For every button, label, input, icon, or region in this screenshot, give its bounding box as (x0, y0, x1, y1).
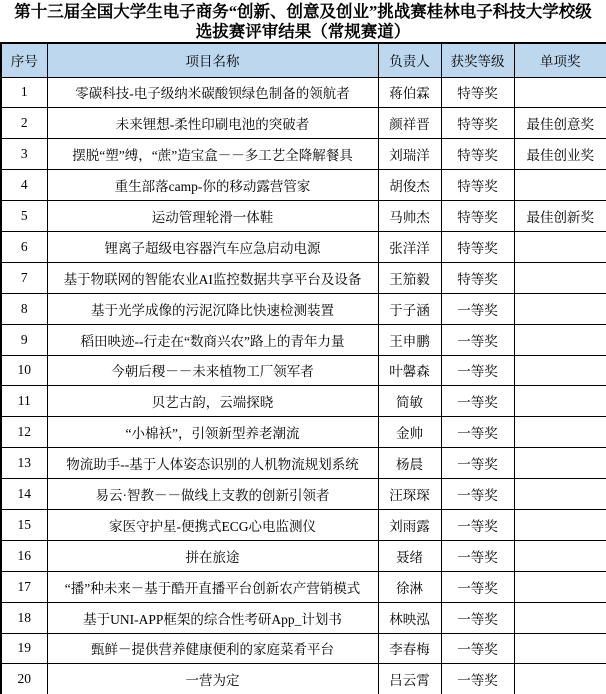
cell-leader: 汪琛琛 (378, 479, 441, 510)
table-row (1, 201, 606, 232)
cell-project: 零碳科技-电子级纳米碳酸钡绿色制备的领航者 (47, 77, 378, 108)
cell-no: 6 (1, 231, 47, 262)
cell-leader: 颜祥晋 (378, 108, 441, 139)
cell-leader: 王申鹏 (378, 324, 441, 355)
cell-project: 基于UNI-APP框架的综合性考研App_计划书 (47, 602, 378, 633)
cell-leader: 马帅杰 (378, 201, 441, 232)
cell-special (514, 231, 606, 262)
table-row (1, 355, 606, 386)
cell-project: 基于光学成像的污泥沉降比快速检测装置 (47, 293, 378, 324)
cell-leader: 于子涵 (378, 293, 441, 324)
cell-award: 一等奖 (441, 417, 514, 448)
cell-award: 一等奖 (441, 479, 514, 510)
cell-no: 17 (1, 571, 47, 602)
cell-no: 10 (1, 355, 47, 386)
cell-special (514, 77, 606, 108)
cell-no: 15 (1, 509, 47, 540)
cell-no: 7 (1, 262, 47, 293)
table-row (1, 664, 606, 694)
cell-project: 贝艺古韵，云端探晓 (47, 386, 378, 417)
cell-project: 易云·智教－－做线上支教的创新引领者 (47, 479, 378, 510)
cell-leader: 蒋伯霖 (378, 77, 441, 108)
cell-project: 稻田映迹--行走在“数商兴农”路上的青年力量 (47, 324, 378, 355)
cell-leader: 刘瑞洋 (378, 139, 441, 170)
cell-project: 今朝后稷－－未来植物工厂领军者 (47, 355, 378, 386)
cell-leader: 叶馨森 (378, 355, 441, 386)
cell-project: 家医守护星-便携式ECG心电监测仪 (47, 509, 378, 540)
cell-special (514, 664, 606, 694)
cell-special (514, 324, 606, 355)
cell-no: 12 (1, 417, 47, 448)
cell-leader: 刘雨露 (378, 509, 441, 540)
header-no: 序号 (1, 43, 47, 77)
cell-leader: 吕云霄 (378, 664, 441, 694)
cell-leader: 聂绪 (378, 540, 441, 571)
cell-leader: 杨晨 (378, 448, 441, 479)
cell-award: 特等奖 (441, 170, 514, 201)
cell-leader: 张洋洋 (378, 231, 441, 262)
header-special: 单项奖 (514, 43, 606, 77)
cell-project: 摆脱“塑”缚，“蔗”造宝盒－－多工艺全降解餐具 (47, 139, 378, 170)
cell-special (514, 571, 606, 602)
table-row (1, 479, 606, 510)
table-row (1, 262, 606, 293)
cell-project: 一营为定 (47, 664, 378, 694)
cell-special (514, 262, 606, 293)
header-leader: 负责人 (378, 43, 441, 77)
cell-special (514, 509, 606, 540)
cell-leader: 李春梅 (378, 633, 441, 664)
cell-special (514, 633, 606, 664)
table-row (1, 77, 606, 108)
cell-project: 基于物联网的智能农业AI监控数据共享平台及设备 (47, 262, 378, 293)
cell-award: 一等奖 (441, 633, 514, 664)
cell-award: 一等奖 (441, 293, 514, 324)
cell-award: 一等奖 (441, 355, 514, 386)
table-row (1, 417, 606, 448)
page-title (0, 0, 606, 42)
cell-no: 2 (1, 108, 47, 139)
table-row (1, 509, 606, 540)
cell-award: 特等奖 (441, 77, 514, 108)
table-row (1, 170, 606, 201)
cell-leader: 王笳毅 (378, 262, 441, 293)
cell-award: 一等奖 (441, 509, 514, 540)
cell-special (514, 170, 606, 201)
cell-special (514, 540, 606, 571)
cell-special (514, 355, 606, 386)
table-header (1, 43, 606, 77)
cell-project: 锂离子超级电容器汽车应急启动电源 (47, 231, 378, 262)
table-row (1, 139, 606, 170)
cell-no: 16 (1, 540, 47, 571)
table-row (1, 571, 606, 602)
header-award: 获奖等级 (441, 43, 514, 77)
cell-award: 一等奖 (441, 540, 514, 571)
cell-award: 一等奖 (441, 571, 514, 602)
cell-award: 一等奖 (441, 664, 514, 694)
cell-no: 14 (1, 479, 47, 510)
cell-award: 一等奖 (441, 602, 514, 633)
table-row (1, 293, 606, 324)
cell-leader: 林映泓 (378, 602, 441, 633)
cell-project: 甄鲜－提供营养健康便利的家庭菜肴平台 (47, 633, 378, 664)
cell-leader: 胡俊杰 (378, 170, 441, 201)
table-row (1, 324, 606, 355)
cell-no: 5 (1, 201, 47, 232)
cell-no: 13 (1, 448, 47, 479)
cell-award: 特等奖 (441, 262, 514, 293)
cell-no: 3 (1, 139, 47, 170)
cell-special: 最佳创意奖 (514, 108, 606, 139)
cell-award: 一等奖 (441, 448, 514, 479)
cell-special (514, 293, 606, 324)
cell-special: 最佳创新奖 (514, 201, 606, 232)
cell-no: 18 (1, 602, 47, 633)
page-title-line1: 第十三届全国大学生电子商务“创新、创意及创业”挑战赛桂林电子科技大学校级 (14, 2, 592, 21)
header-project: 项目名称 (47, 43, 378, 77)
cell-special (514, 602, 606, 633)
cell-leader: 徐淋 (378, 571, 441, 602)
cell-no: 9 (1, 324, 47, 355)
cell-no: 19 (1, 633, 47, 664)
cell-project: 未来锂想-柔性印刷电池的突破者 (47, 108, 378, 139)
cell-special: 最佳创业奖 (514, 139, 606, 170)
cell-no: 11 (1, 386, 47, 417)
table-row (1, 448, 606, 479)
cell-leader: 简敏 (378, 386, 441, 417)
table-row (1, 386, 606, 417)
table-row (1, 540, 606, 571)
page-title-line2: 选拔赛评审结果（常规赛道） (195, 22, 411, 41)
table-row (1, 108, 606, 139)
cell-no: 1 (1, 77, 47, 108)
cell-award: 特等奖 (441, 139, 514, 170)
cell-special (514, 386, 606, 417)
cell-project: 运动管理轮滑一体鞋 (47, 201, 378, 232)
cell-award: 一等奖 (441, 386, 514, 417)
cell-special (514, 479, 606, 510)
cell-project: 物流助手--基于人体姿态识别的人机物流规划系统 (47, 448, 378, 479)
table-body (1, 77, 606, 694)
cell-award: 特等奖 (441, 108, 514, 139)
cell-project: 重生部落camp-你的移动露营管家 (47, 170, 378, 201)
cell-special (514, 448, 606, 479)
table-row (1, 231, 606, 262)
table-row (1, 602, 606, 633)
cell-special (514, 417, 606, 448)
cell-project: “小棉袄”，引领新型养老潮流 (47, 417, 378, 448)
header-row (1, 43, 606, 77)
cell-project: 拼在旅途 (47, 540, 378, 571)
cell-no: 20 (1, 664, 47, 694)
cell-award: 一等奖 (441, 324, 514, 355)
cell-award: 特等奖 (441, 231, 514, 262)
cell-no: 8 (1, 293, 47, 324)
cell-leader: 金帅 (378, 417, 441, 448)
table-row (1, 633, 606, 664)
cell-no: 4 (1, 170, 47, 201)
results-table (0, 42, 606, 694)
cell-project: “播”种未来－基于酷开直播平台创新农产营销模式 (47, 571, 378, 602)
cell-award: 特等奖 (441, 201, 514, 232)
